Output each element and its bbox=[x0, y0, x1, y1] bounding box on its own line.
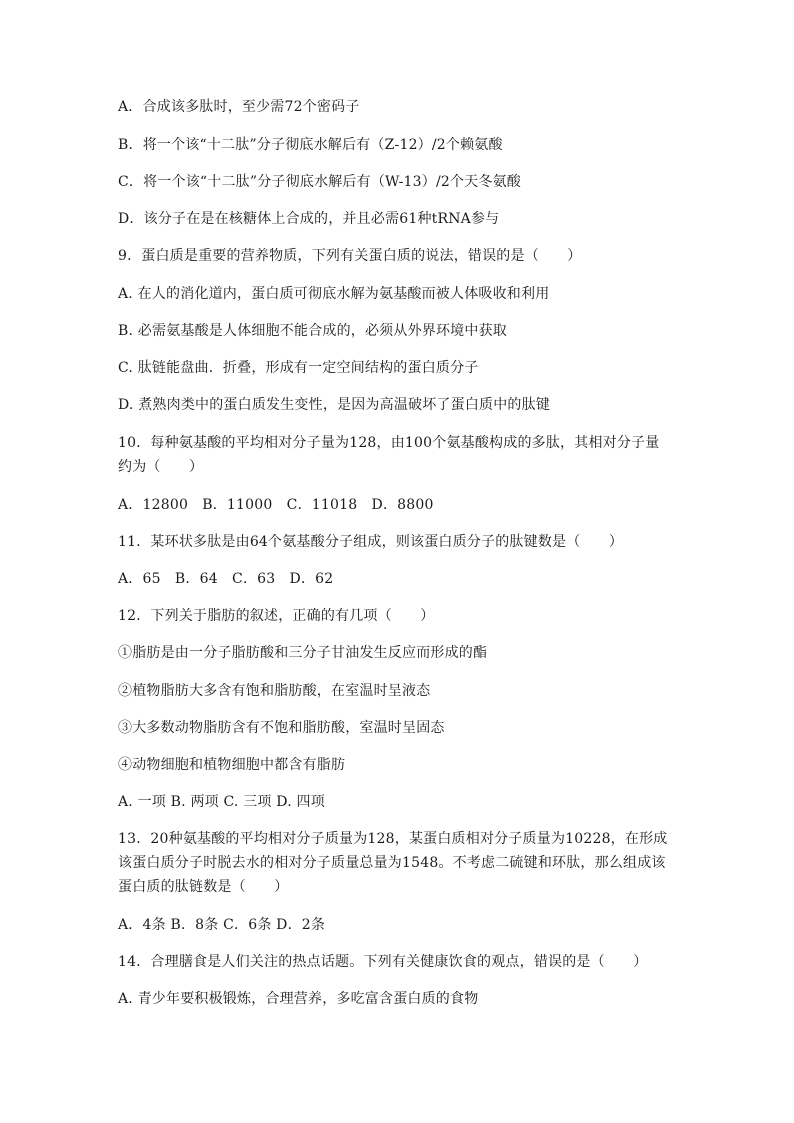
question-14: 14．合理膳食是人们关注的热点话题。下列有关健康饮食的观点，错误的是（ ） bbox=[118, 954, 648, 970]
q9-option-c: C. 肽链能盘曲．折叠，形成有一定空间结构的蛋白质分子 bbox=[118, 360, 479, 376]
q8-option-d: D．该分子在是在核糖体上合成的，并且必需61种tRNA参与 bbox=[118, 211, 500, 227]
q9-option-d: D. 煮熟肉类中的蛋白质发生变性，是因为高温破坏了蛋白质中的肽键 bbox=[118, 397, 551, 413]
question-9: 9．蛋白质是重要的营养物质，下列有关蛋白质的说法，错误的是（ ） bbox=[118, 248, 582, 264]
question-10-line-2: 约为（ ） bbox=[118, 459, 204, 475]
question-12: 12．下列关于脂肪的叙述，正确的有几项（ ） bbox=[118, 608, 435, 624]
q13-options: A．4条 B．8条 C．6条 D．2条 bbox=[118, 917, 326, 933]
question-11: 11．某环状多肽是由64个氨基酸分子组成，则该蛋白质分子的肽键数是（ ） bbox=[118, 534, 624, 550]
question-13-line-1: 13．20种氨基酸的平均相对分子质量为128，某蛋白质相对分子质量为10228，在形成 bbox=[118, 831, 668, 847]
q12-statement-4: ④动物细胞和植物细胞中都含有脂肪 bbox=[118, 757, 346, 773]
q8-option-c: C．将一个该“十二肽”分子彻底水解后有（W-13）/2个天冬氨酸 bbox=[118, 174, 521, 190]
question-10-line-1: 10．每种氨基酸的平均相对分子量为128，由100个氨基酸构成的多肽，其相对分子量 bbox=[118, 435, 660, 451]
question-13-line-3: 蛋白质的肽链数是（ ） bbox=[118, 879, 289, 895]
q14-option-a: A. 青少年要积极锻炼，合理营养，多吃富含蛋白质的食物 bbox=[118, 991, 479, 1007]
q8-option-a: A．合成该多肽时，至少需72个密码子 bbox=[118, 99, 360, 115]
q8-option-b: B．将一个该“十二肽”分子彻底水解后有（Z-12）/2个赖氨酸 bbox=[118, 137, 503, 153]
q12-statement-2: ②植物脂肪大多含有饱和脂肪酸，在室温时呈液态 bbox=[118, 683, 431, 699]
q12-options: A. 一项 B. 两项 C. 三项 D. 四项 bbox=[118, 794, 325, 810]
q9-option-b: B. 必需氨基酸是人体细胞不能合成的，必须从外界环境中获取 bbox=[118, 323, 507, 339]
question-13-line-2: 该蛋白质分子时脱去水的相对分子质量总量为1548。不考虑二硫键和环肽，那么组成该 bbox=[118, 855, 666, 871]
q9-option-a: A. 在人的消化道内，蛋白质可彻底水解为氨基酸而被人体吸收和利用 bbox=[118, 286, 550, 302]
q11-options: A．65 B．64 C．63 D．62 bbox=[118, 571, 334, 587]
q12-statement-3: ③大多数动物脂肪含有不饱和脂肪酸，室温时呈固态 bbox=[118, 720, 445, 736]
q10-options: A．12800 B．11000 C．11018 D．8800 bbox=[118, 497, 434, 513]
q12-statement-1: ①脂肪是由一分子脂肪酸和三分子甘油发生反应而形成的酯 bbox=[118, 645, 488, 661]
